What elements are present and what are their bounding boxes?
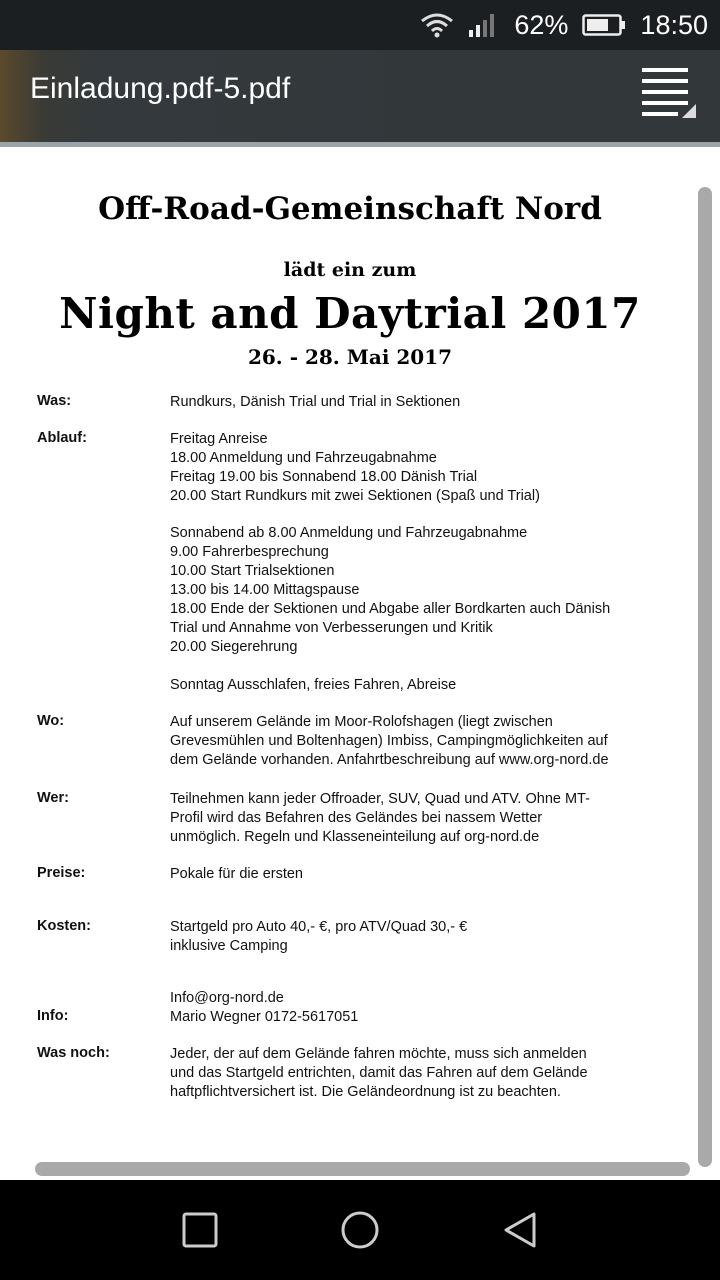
text-line: 10.00 Start Trialsektionen [170,563,335,579]
app-bar [0,50,720,142]
text-line: haftpflichtversichert ist. Die Geländeordnung ist zu beachten. [170,1084,561,1100]
text-line: Mario Wegner 0172-5617051 [170,1009,359,1025]
pdf-page[interactable] [0,147,720,1180]
text-line: Info@org-nord.de [170,990,284,1006]
was-label: Was: [37,393,72,409]
document-title: Einladung.pdf-5.pdf [30,72,291,105]
text-line: Freitag Anreise [170,431,268,447]
ablauf-label: Ablauf: [37,430,87,446]
text-line: 13.00 bis 14.00 Mittagspause [170,582,360,598]
ablauf-friday [170,430,680,506]
home-icon[interactable] [340,1210,380,1250]
wasnoch-label: Was noch: [37,1045,110,1061]
text-line: Freitag 19.00 bis Sonnabend 18.00 Dänish Trial [170,469,478,485]
wer-text [170,790,680,847]
text-line: Startgeld pro Auto 40,- €, pro ATV/Quad 30,- € [170,919,468,935]
info-label: Info: [37,1008,69,1024]
wifi-icon [420,12,454,38]
vertical-scrollbar[interactable] [698,187,712,1167]
text-line: 18.00 Anmeldung und Fahrzeugabnahme [170,450,437,466]
navigation-bar [0,1180,720,1280]
text-line: Pokale für die ersten [170,866,303,882]
text-line: Auf unserem Gelände im Moor-Rolofshagen (liegt zwischen [170,714,553,730]
battery-icon [582,13,626,37]
text-line: 18.00 Ende der Sektionen und Abgabe aller Bordkarten auch Dänish [170,601,611,617]
kosten-text [170,918,680,956]
menu-icon[interactable] [640,64,700,124]
ablauf-sunday [170,676,680,695]
horizontal-scrollbar[interactable] [35,1162,690,1176]
signal-icon [468,12,500,38]
status-bar [0,0,720,50]
text-line: Grevesmühlen und Boltenhagen) Imbiss, Campingmöglichkeiten auf [170,733,608,749]
text-line: Sonntag Ausschlafen, freies Fahren, Abreise [170,677,457,693]
text-line: Trial und Annahme von Verbesserungen und Kritik [170,620,493,636]
text-line: 20.00 Start Rundkurs mit zwei Sektionen (Spaß und Trial) [170,488,540,504]
text-line: dem Gelände vorhanden. Anfahrtbeschreibung auf www.org-nord.de [170,752,609,768]
text-line: Profil wird das Befahren des Geländes bei nassem Wetter [170,810,543,826]
wer-label: Wer: [37,790,69,806]
text-line: 9.00 Fahrerbesprechung [170,544,329,560]
clock: 18:50 [640,9,708,40]
wasnoch-text [170,1045,680,1102]
back-icon[interactable] [500,1210,540,1250]
preise-label: Preise: [37,865,86,881]
text-line: Rundkurs, Dänish Trial und Trial in Sektionen [170,394,461,410]
recents-icon[interactable] [180,1210,220,1250]
invite-line: lädt ein zum [283,259,417,281]
preise-text [170,865,680,884]
org-title: Off-Road-Gemeinschaft Nord [98,191,602,227]
kosten-label: Kosten: [37,918,91,934]
battery-percent: 62% [514,9,569,40]
event-title: Night and Daytrial 2017 [59,289,641,338]
text-line: inklusive Camping [170,938,288,954]
ablauf-saturday [170,524,680,657]
text-line: unmöglich. Regeln und Klasseneinteilung auf org-nord.de [170,829,540,845]
text-line: 20.00 Siegerehrung [170,639,298,655]
text-line: Jeder, der auf dem Gelände fahren möchte, muss sich anmelden [170,1046,587,1062]
wo-label: Wo: [37,713,65,729]
wo-text [170,713,680,770]
event-date: 26. - 28. Mai 2017 [247,345,453,369]
was-text [170,393,680,412]
text-line: Sonnabend ab 8.00 Anmeldung und Fahrzeugabnahme [170,525,528,541]
text-line: und das Startgeld entrichten, damit das Fahren auf dem Gelände [170,1065,588,1081]
text-line: Teilnehmen kann jeder Offroader, SUV, Quad und ATV. Ohne MT- [170,791,590,807]
info-text [170,989,680,1027]
